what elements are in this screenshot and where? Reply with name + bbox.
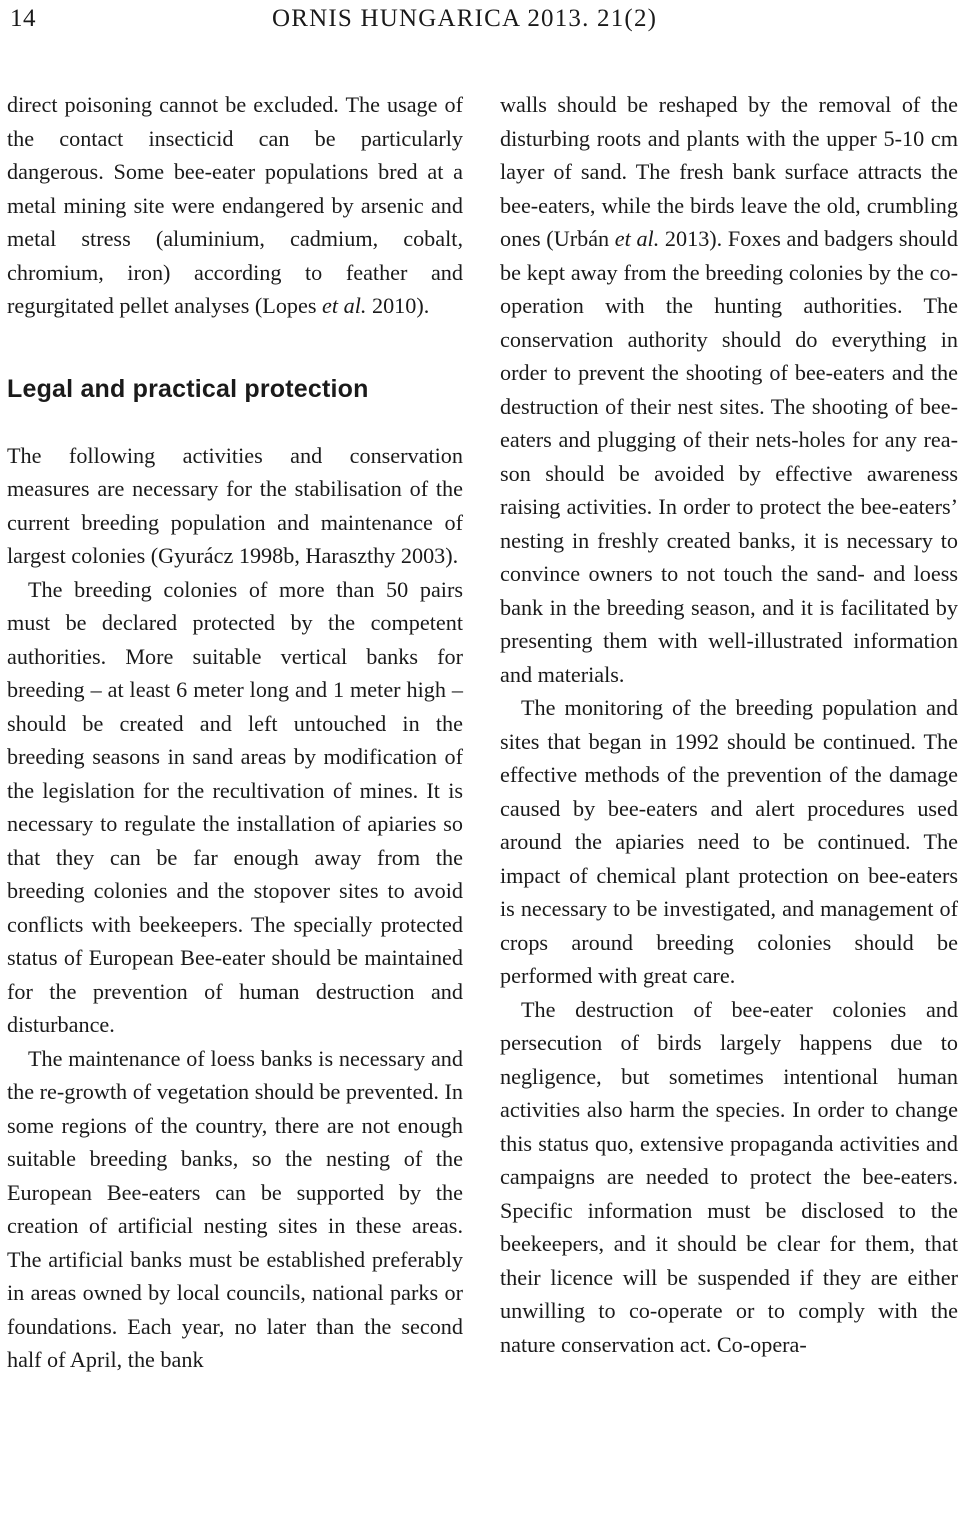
paragraph — [500, 88, 958, 691]
page-number: 14 — [10, 5, 36, 32]
paragraph: The destruction of bee-eater colonies and persecution of birds largely happens due to negligence, but sometimes intentional human activities also harm the species. In order to change this status quo, extensive propaganda activities and campaigns are needed to protect the bee-eaters. Specific information must be disclosed to the beekeepers, and it should be clear for them, that their licence will be suspended if they are either unwilling to co-operate or to comply with the nature conservation act. Co-opera- — [500, 996, 958, 1357]
paragraph-text: walls should be reshaped by the removal of the disturbing roots and plants with the upper 5-10 cm layer of sand. The fresh bank surface attracts the bee-eaters, while the birds leave the old, crumbling ones (Urbán — [500, 92, 958, 251]
right-column — [500, 88, 958, 1361]
paragraph-text: 2013). Foxes and badgers should be kept away from the breeding colonies by the co-operation with the hunting authorities. The conservation authority should do everything in order to prevent the shooting of bee-eaters and the destruction of their nest sites. The shooting of bee-eaters and plugging of their nets-holes for any reason should be avoided by effective awareness raising activities. In order to protect the bee-eaters’ nesting in freshly created banks, it is necessary to convince owners to not touch the sand- and loess bank in the breeding season, and it is facilitated by presenting them with well-illustrated information and materials. — [500, 226, 958, 687]
paragraph-text: 2010). — [366, 293, 430, 318]
paragraph: The monitoring of the breeding population and sites that began in 1992 should be continued. The effective methods of the prevention of the damage caused by bee-eaters and alert procedures used around the apiaries need to be continued. The impact of chemical plant protection on bee-eaters is necessary to be investigated, and management of crops around breeding colonies should be performed with great care. — [500, 695, 958, 988]
paragraph: The breeding colonies of more than 50 pairs must be declared protected by the competent authorities. More suitable vertical banks for breeding – at least 6 meter long and 1 meter high – should be created and left untouched in the breeding seasons in sand areas by modification of the legislation for the recultivation of mines. It is necessary to regulate the installation of apiaries so that they can be far enough away from the breeding colonies and the stopover sites to avoid conflicts with beekeepers. The specially protected status of European Bee-eater should be maintained for the prevention of human destruction and disturbance. — [7, 576, 463, 1037]
paragraph — [7, 88, 463, 323]
citation-italic: et al. — [322, 293, 367, 318]
paragraph: The maintenance of loess banks is necessary and the re-growth of vegetation should be prevented. In some regions of the country, there are not enough suitable breeding banks, so the nesting of the European Bee-eaters can be supported by the creation of artificial nesting sites in these areas. The artificial banks must be established preferably in areas owned by local councils, national parks or foundations. Each year, no later than the second half of April, the bank — [7, 1045, 463, 1372]
section-heading: Legal and practical protection — [7, 374, 369, 403]
paragraph: The following activities and conservation measures are necessary for the stabilisation of the current breeding population and maintenance of largest colonies (Gyurácz 1998b, Haraszthy 2003). — [7, 442, 463, 568]
page-header — [0, 0, 960, 44]
paragraph-text: direct poisoning cannot be excluded. The usage of the contact insecticid can be particularly dangerous. Some bee-eater populations bred at a metal mining site were endangered by arsenic and metal stress (aluminium, cadmium, cobalt, chromium, iron) according to feather and regurgitated pellet analyses (Lopes — [7, 92, 463, 318]
left-column — [7, 88, 463, 1377]
running-head: ORNIS HUNGARICA 2013. 21(2) — [272, 5, 658, 32]
citation-italic: et al. — [614, 226, 660, 251]
